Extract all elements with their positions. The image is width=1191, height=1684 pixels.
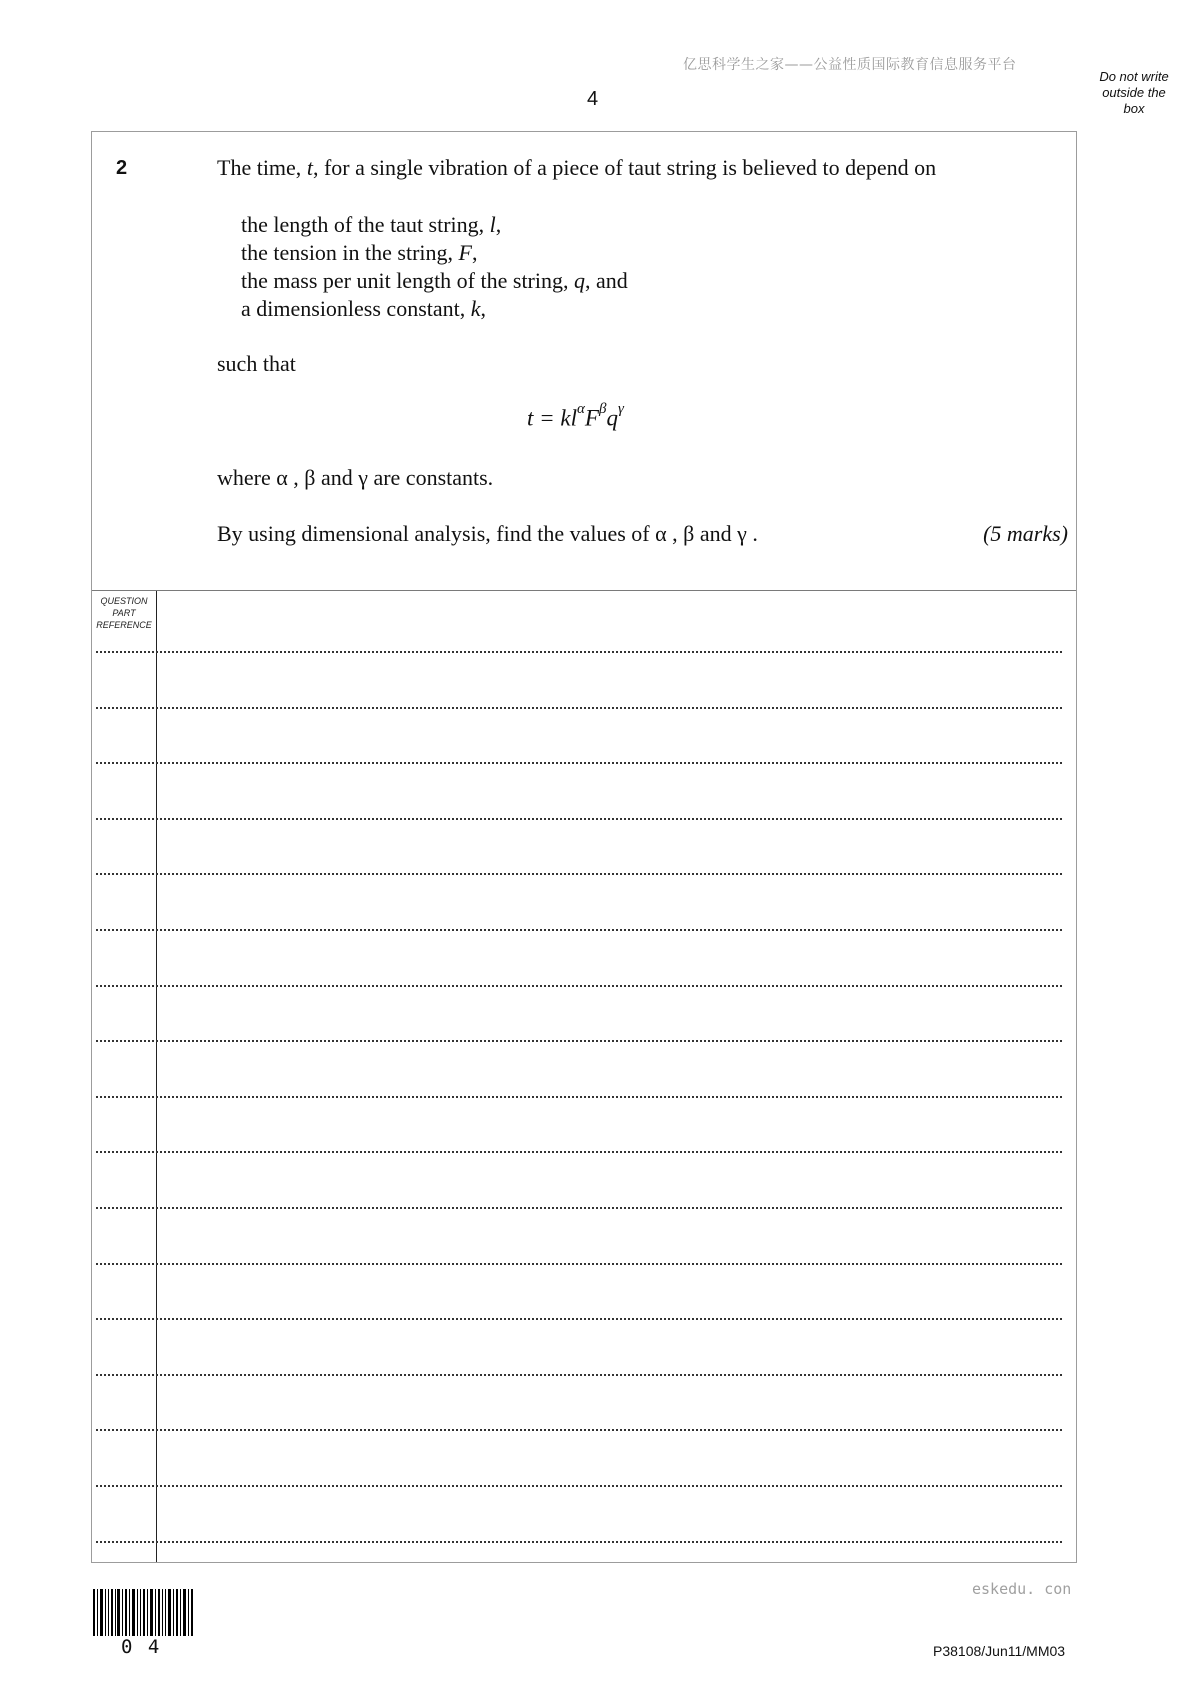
condition-item: the length of the taut string, l, (241, 212, 502, 237)
barcode (93, 1589, 195, 1636)
instruction-text: By using dimensional analysis, find the values of α , β and γ . (217, 521, 758, 546)
condition-list (241, 211, 628, 323)
answer-line[interactable] (96, 1374, 1062, 1376)
answer-line[interactable] (96, 651, 1062, 653)
answer-line[interactable] (96, 707, 1062, 709)
answer-line[interactable] (96, 1096, 1062, 1098)
answer-line[interactable] (96, 1263, 1062, 1265)
page-number: 4 (587, 88, 599, 110)
answer-line[interactable] (96, 762, 1062, 764)
condition-item: a dimensionless constant, k, (241, 296, 487, 321)
such-that-text: such that (217, 351, 296, 376)
answer-line[interactable] (96, 1541, 1062, 1543)
equation-lhs: t = kl (527, 405, 578, 431)
equation (527, 401, 624, 432)
question-part-reference-label: QUESTION PART REFERENCE (96, 596, 152, 630)
barcode-number: 0 4 (121, 1636, 162, 1658)
answer-area[interactable] (92, 591, 1076, 1562)
answer-line[interactable] (96, 1485, 1062, 1487)
question-number: 2 (116, 157, 128, 179)
watermark: 亿思科学生之家——公益性质国际教育信息服务平台 (683, 57, 1017, 73)
answer-line[interactable] (96, 1040, 1062, 1042)
answer-frame (91, 131, 1077, 1563)
question-section (92, 132, 1076, 591)
marks-label: (5 marks) (983, 521, 1068, 546)
question-stem: The time, t, for a single vibration of a piece of taut string is believed to depend on (217, 155, 937, 180)
answer-line[interactable] (96, 1151, 1062, 1153)
answer-line[interactable] (96, 985, 1062, 987)
exponent-alpha: α (577, 401, 585, 417)
where-text: where α , β and γ are constants. (217, 465, 494, 490)
answer-line[interactable] (96, 1207, 1062, 1209)
answer-line[interactable] (96, 1429, 1062, 1431)
condition-item: the mass per unit length of the string, q, and (241, 268, 628, 293)
paper-code: P38108/Jun11/MM03 (933, 1643, 1066, 1659)
answer-line[interactable] (96, 873, 1062, 875)
reference-column-divider (156, 591, 157, 1562)
exponent-gamma: γ (617, 401, 624, 417)
equation-F: F (584, 405, 599, 431)
answer-line[interactable] (96, 818, 1062, 820)
equation-q: q (606, 405, 618, 431)
margin-note: Do not write outside the box (1099, 69, 1169, 116)
exponent-beta: β (598, 401, 607, 417)
answer-line[interactable] (96, 1318, 1062, 1320)
site-watermark: eskedu. con (972, 1580, 1072, 1598)
condition-item: the tension in the string, F, (241, 240, 478, 265)
answer-line[interactable] (96, 929, 1062, 931)
